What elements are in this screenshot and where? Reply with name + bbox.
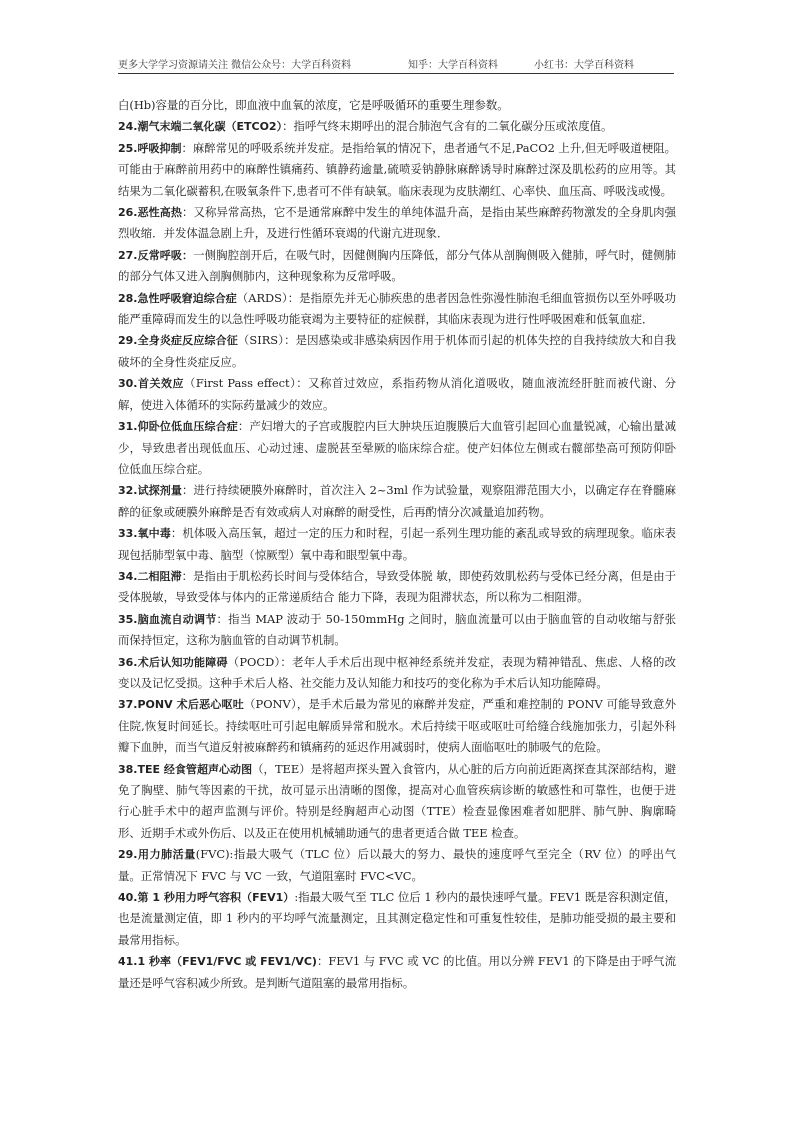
entry-paragraph [118, 759, 676, 845]
entry-paragraph [118, 416, 676, 480]
entry-term: 38.TEE 经食管超声心动图 [118, 762, 253, 776]
entry-term: 36.术后认知功能障碍 [118, 655, 228, 669]
entry-paragraph [118, 138, 676, 202]
entry-text: ：指呼气终末期呼出的混合肺泡气含有的二氧化碳分压或浓度值。 [282, 119, 613, 134]
entry-paragraph [118, 887, 676, 951]
entry-paragraph [118, 523, 676, 566]
entry-term: 37.PONV 术后恶心呕吐 [118, 698, 244, 712]
entry-text: （PONV），是手术后最为常见的麻醉并发症，严重和难控制的 PONV 可能导致意外住院,恢复时间延长。持续呕吐可引起电解质异常和脱水。术后持续干呕或呕吐可给缝合线施加张力，引起外科瓣下血肿，而当气道反射被麻醉药和镇痛药的延迟作用减弱时，使病人面临呕吐的肺吸气的危险。 [118, 697, 676, 755]
entry-text: ：是指由于肌松药长时间与受体结合，导致受体脱 敏，即使药效肌松药与受体已经分离，但是由于受体脱敏，导致受体与体内的正常递质结合 能力下降，表现为阻滞状态，所以称为二相阻滞。 [118, 568, 676, 605]
entry-term: 26.恶性高热 [118, 206, 182, 220]
entry-text: （SIRS）：是因感染或非感染病因作用于机体而引起的机体失控的自我持续放大和自我破坏的全身性炎症反应。 [118, 333, 676, 369]
page-header [118, 56, 674, 71]
entry-term: 32.试探剂量 [118, 484, 182, 498]
entry-text: ：又称异常高热，它不是通常麻醉中发生的单纯体温升高，是指由某些麻醉药物激发的全身肌肉强烈收缩．并发体温急剧上升，及进行性循环衰竭的代谢亢进现象． [118, 205, 676, 241]
entry-term: 40.第 1 秒用力呼气容积（FEV1） [118, 891, 295, 905]
entry-paragraph [118, 202, 676, 245]
entry-term: 27.反常呼吸： [118, 248, 194, 262]
entry-paragraph [118, 373, 676, 416]
entry-text: ：FEV1 与 FVC 或 VC 的比值。用以分辨 FEV1 的下降是由于呼气流量还是呼气容积减少所致。是判断气道阻塞的最常用指标。 [118, 954, 676, 990]
entry-term: 30.首关效应 [118, 377, 184, 391]
entry-paragraph [118, 609, 676, 652]
entry-text: 白(Hb)容量的百分比，即血液中血氧的浓度，它是呼吸循环的重要生理参数。 [118, 98, 509, 112]
entry-term: 28.急性呼吸窘迫综合症 [118, 291, 237, 305]
entry-term: 35.脑血流自动调节 [118, 612, 217, 626]
entry-text: ：产妇增大的子宫或腹腔内巨大肿块压迫腹膜后大血管引起回心血量锐减，心输出量减少，导致患者出现低血压、心动过速、虚脱甚至晕厥的临床综合症。使产妇体位左侧或右髋部垫高可预防仰卧位低血压综合症。 [118, 419, 676, 476]
entry-text: （First Pass effect）：又称首过效应，系指药物从消化道吸收，随血液流经肝脏而被代谢、分解，使进入体循环的实际药量减少的效应。 [118, 376, 676, 412]
entry-paragraph [118, 951, 676, 994]
entry-paragraph [118, 95, 676, 116]
entry-paragraph [118, 566, 676, 609]
entry-term: 33.氧中毒 [118, 527, 171, 541]
entry-text: （，TEE）是将超声探头置入食管内，从心脏的后方向前近距离探查其深部结构，避免了胸壁、肺气等因素的干扰，故可显示出清晰的图像，提高对心血管疾病诊断的敏感性和可靠性，也便于进行心脏手术中的超声监测与评价。特别是经胸超声心动图（TTE）检查显像困难者如肥胖、肺气肿、胸廓畸形、近期手术或外伤后、以及正在使用机械辅助通气的患者更适合做 TEE 检查。 [118, 761, 676, 840]
entry-term: 41.1 秒率（FEV1/FVC 或 FEV1/VC) [118, 955, 317, 969]
header-divider [118, 73, 674, 74]
entry-text: ：进行持续硬膜外麻醉时，首次注入 2~3ml 作为试验量，观察阻滞范围大小，以确定存在脊髓麻醉的征象或硬膜外麻醉是否有效或病人对麻醉的耐受性，后再酌情分次减量追加药物。 [118, 483, 676, 519]
entry-text: （POCD）：老年人手术后出现中枢神经系统并发症，表现为精神错乱、焦虑、人格的改变以及记忆受损。这种手术后人格、社交能力及认知能力和技巧的变化称为手术后认知功能障碍。 [118, 654, 676, 690]
entry-text: 一侧胸腔剖开后，在吸气时，因健侧胸内压降低，部分气体从剖胸侧吸入健肺，呼气时，健侧肺的部分气体又进入剖胸侧肺内，这种现象称为反常呼吸。 [118, 247, 676, 284]
entry-text: ：麻醉常见的呼吸系统并发症。是指给氧的情况下，患者通气不足,PaCO2 上升,但无呼吸道梗阻。可能由于麻醉前用药中的麻醉性镇痛药、镇静药逾量,硫喷妥钠静脉麻醉诱导时麻醉过深及肌松药的应用等。其结果为二氧化碳蓄积,在吸氧条件下,患者可不伴有缺氧。临床表现为皮肤潮红、心率快、血压高、呼吸浅或慢。 [118, 140, 676, 198]
entry-term: 34.二相阻滞 [118, 569, 182, 583]
entry-text: :指最大吸气至 TLC 位后 1 秒内的最快速呼气量。FEV1 既是容积测定值，也是流量测定值，即 1 秒内的平均呼气流量测定，且其测定稳定性和可重复性较佳，是肺功能受损的最主要和最常用指标。 [118, 890, 677, 947]
entry-text: ：机体吸入高压氧，超过一定的压力和时程，引起一系列生理功能的紊乱或导致的病理现象。临床表现包括肺型氧中毒、脑型（惊厥型）氧中毒和眼型氧中毒。 [118, 526, 676, 562]
entry-paragraph [118, 330, 676, 373]
header-wechat-text: 更多大学学习资源请关注 微信公众号：大学百科资料 [118, 60, 352, 71]
entry-paragraph [118, 652, 676, 695]
entry-term: 29.用力肺活量 [118, 848, 196, 862]
entry-term: 31.仰卧位低血压综合症 [118, 420, 238, 434]
entry-paragraph [118, 480, 676, 523]
entry-term: 25.呼吸抑制 [118, 141, 182, 155]
entry-paragraph [118, 694, 676, 758]
entry-paragraph [118, 288, 676, 331]
entry-text: ：指当 MAP 波动于 50-150mmHg 之间时，脑血流量可以由于脑血管的自动收缩与舒张而保持恒定，这称为脑血管的自动调节机制。 [118, 611, 676, 648]
entry-term: 24.潮气末端二氧化碳（ETCO2） [118, 120, 283, 134]
entry-text: （ARDS）：是指原先并无心肺疾患的患者因急性弥漫性肺泡毛细血管损伤以至外呼吸功能严重障碍而发生的以急性呼吸功能衰竭为主要特征的症候群，其临床表现为进行性呼吸困难和低氧血症． [118, 290, 676, 327]
entry-paragraph [118, 245, 676, 288]
entry-paragraph [118, 844, 676, 887]
entry-text: (FVC):指最大吸气（TLC 位）后以最大的努力、最快的速度呼气至完全（RV 位）的呼出气量。正常情况下 FVC 与 VC 一致，气道阻塞时 FVC<VC。 [118, 847, 676, 883]
entry-paragraph [118, 116, 676, 137]
header-xiaohongshu-text: 小红书：大学百科资料 [534, 60, 634, 71]
entry-term: 29.全身炎症反应综合征 [118, 334, 238, 348]
document-body [118, 95, 676, 994]
header-zhihu-text: 知乎：大学百科资料 [408, 60, 498, 71]
